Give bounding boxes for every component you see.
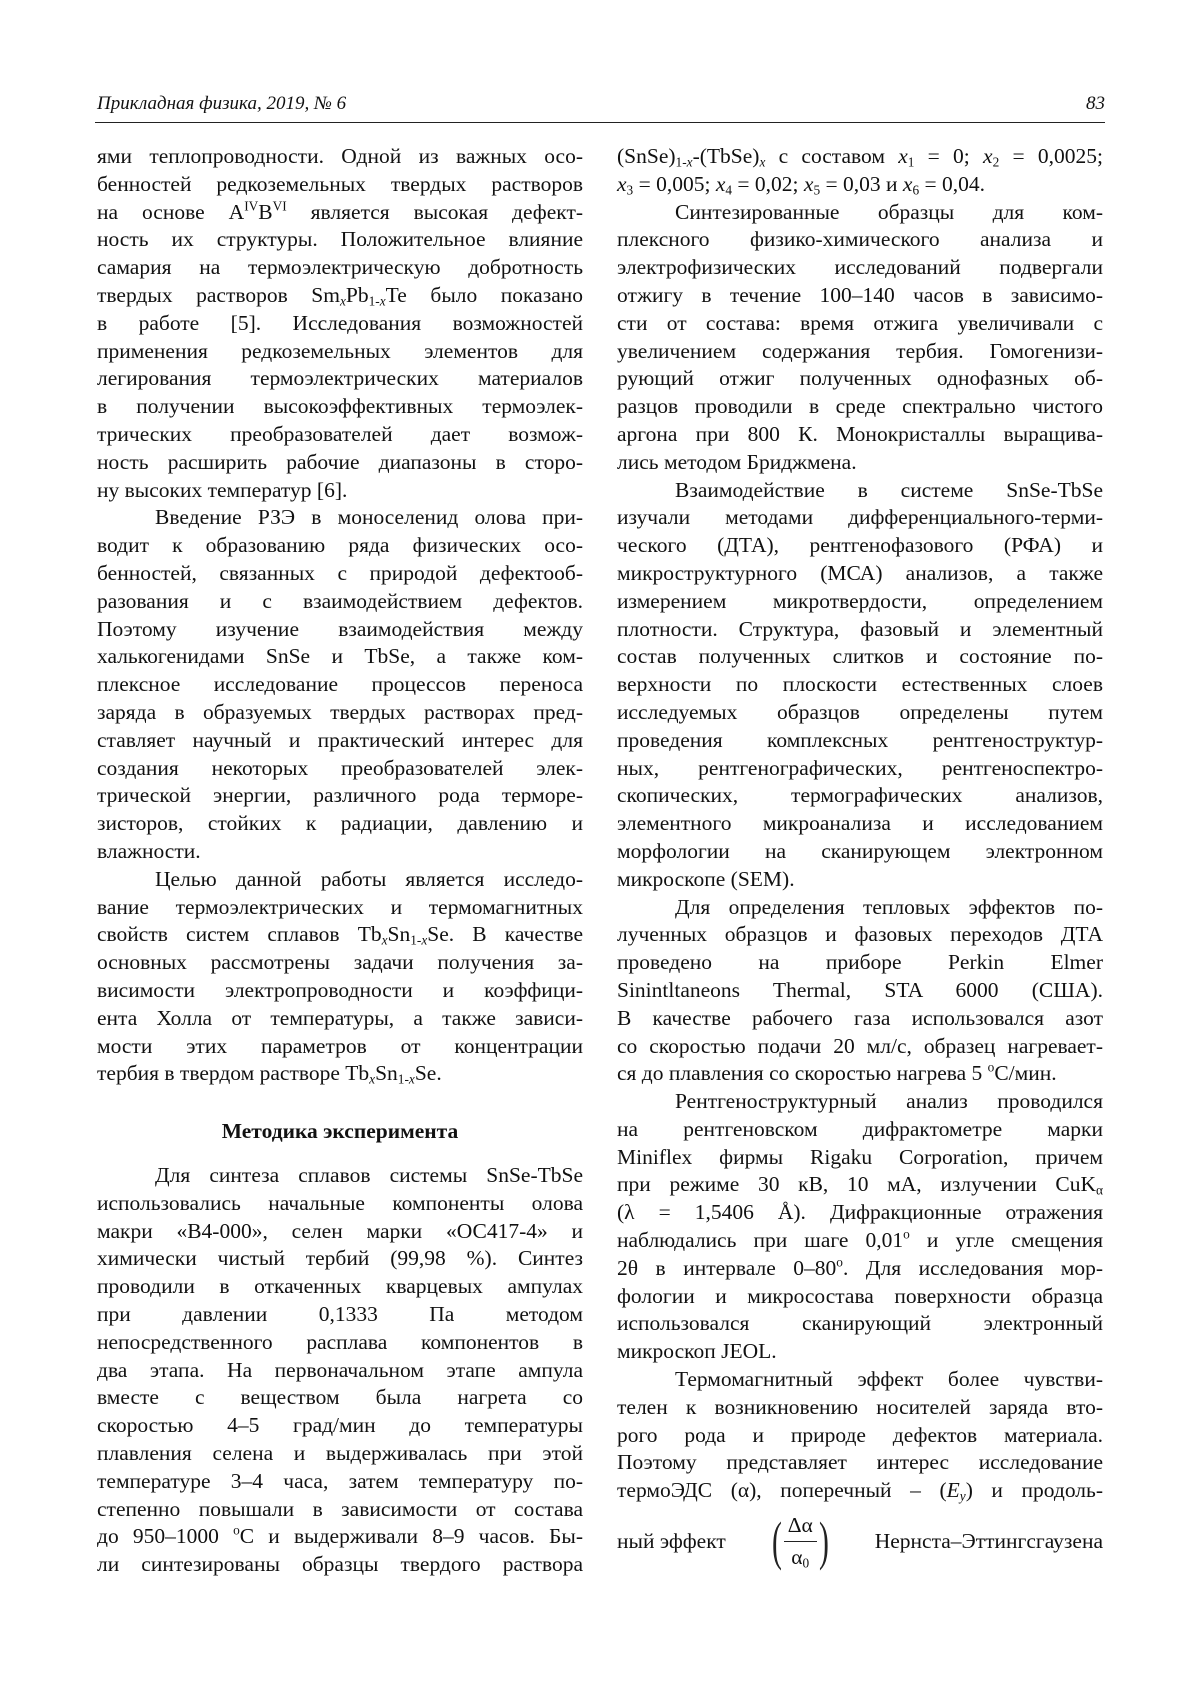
text-line: Поэтому изучение взаимодействия между <box>97 616 583 644</box>
text-run: Te было показано <box>386 283 583 307</box>
text-line: на рентгеновском дифрактометре марки <box>617 1116 1103 1144</box>
text-line: (λ = 1,5406 Å). Дифракционные отражения <box>617 1199 1103 1227</box>
text-line: электрофизических исследований подвергали <box>617 254 1103 282</box>
text-line: Термомагнитный эффект более чувстви- <box>617 1366 1103 1394</box>
text-line: ли синтезированы образцы твердого раствора <box>97 1551 583 1579</box>
text-line: Взаимодействие в системе SnSe-TbSe <box>617 477 1103 505</box>
text-run: С и выдерживали 8–9 часов. Бы- <box>240 1524 583 1548</box>
text-run: тербия в твердом растворе Tb <box>97 1061 369 1085</box>
text-line: основных рассмотрены задачи получения за- <box>97 949 583 977</box>
text-line: Целью данной работы является исследо- <box>97 866 583 894</box>
subscript: 1- <box>410 933 421 948</box>
text-run: ся до плавления со скоростью нагрева 5 <box>617 1061 988 1085</box>
text-line: степенно повышали в зависимости от состава <box>97 1496 583 1524</box>
subscript: 2 <box>993 154 1000 169</box>
text-line <box>97 1523 583 1551</box>
text-line: Miniflex фирмы Rigaku Corporation, причем <box>617 1144 1103 1172</box>
subscript: 1- <box>676 154 687 169</box>
text-line: Синтезированные образцы для ком- <box>617 199 1103 227</box>
text-line: в получении высокоэффективных термоэлек- <box>97 393 583 421</box>
text-line: скопических, термографических анализов, <box>617 782 1103 810</box>
text-line: использовался сканирующий электронный <box>617 1310 1103 1338</box>
line-text: ный эффект <box>617 1529 726 1554</box>
page-number: 83 <box>1086 92 1105 116</box>
subscript: 1- <box>369 293 380 308</box>
text-line: заряда в образуемых твердых растворах пред- <box>97 699 583 727</box>
text-line: микроструктурного (МСА) анализов, а также <box>617 560 1103 588</box>
text-line: вместе с веществом была нагрета со <box>97 1384 583 1412</box>
text-run: = 0,005; <box>633 172 716 196</box>
text-line <box>617 1171 1103 1199</box>
text-run: = 0,03 и <box>820 172 903 196</box>
text-line: плексное исследование процессов переноса <box>97 671 583 699</box>
text-line: водит к образованию ряда физических осо- <box>97 532 583 560</box>
text-line: ность расширить рабочие диапазоны в сторо- <box>97 449 583 477</box>
italic-symbol: x <box>983 144 993 168</box>
denominator-subscript: 0 <box>803 1555 810 1570</box>
text-run: . Для исследования мор- <box>843 1256 1103 1280</box>
italic-symbol: x <box>804 172 814 196</box>
text-run: до 950–1000 <box>97 1524 233 1548</box>
paragraph <box>617 199 1103 477</box>
text-line: в работе [5]. Исследования возможностей <box>97 310 583 338</box>
text-line: изучали методами дифференциального-терми- <box>617 504 1103 532</box>
text-line <box>617 1255 1103 1283</box>
text-line: ность их структуры. Положительное влияние <box>97 226 583 254</box>
text-line: легирования термоэлектрических материалов <box>97 365 583 393</box>
text-line: элементного микроанализа и исследованием <box>617 810 1103 838</box>
text-run: с составом <box>765 144 898 168</box>
text-run: (SnSe) <box>617 144 676 168</box>
italic-subscript: x <box>382 933 388 948</box>
nernst-ratio-formula <box>768 1510 833 1572</box>
text-line: Для определения тепловых эффектов по- <box>617 894 1103 922</box>
text-line: телен к возникновению носителей заряда вто- <box>617 1394 1103 1422</box>
italic-symbol: x <box>898 144 908 168</box>
text-line: самария на термоэлектрическую добротность <box>97 254 583 282</box>
text-line: фологии и микросостава поверхности образца <box>617 1283 1103 1311</box>
text-line: плавления селена и выдерживалась при этой <box>97 1440 583 1468</box>
italic-subscript: x <box>369 1072 375 1087</box>
text-line: мости этих параметров от концентрации <box>97 1033 583 1061</box>
subscript: 5 <box>813 182 820 197</box>
subscript: 3 <box>627 182 634 197</box>
left-column <box>97 143 583 1579</box>
italic-symbol: E <box>947 1478 960 1502</box>
text-line: со скоростью подачи 20 мл/с, образец нагревает- <box>617 1033 1103 1061</box>
paragraph <box>97 1162 583 1579</box>
text-run: С/мин. <box>994 1061 1056 1085</box>
italic-subscript: x <box>687 154 693 169</box>
text-line: сти от состава: время отжига увеличивали с <box>617 310 1103 338</box>
numerator: Δα <box>784 1510 817 1542</box>
text-run: Se. <box>415 1061 442 1085</box>
text-run: на основе A <box>97 200 244 224</box>
text-run: Se. В качестве <box>427 922 583 946</box>
text-line <box>97 199 583 227</box>
text-line: исследуемых образцов определены путем <box>617 699 1103 727</box>
italic-symbol: x <box>903 172 913 196</box>
italic-symbol: x <box>617 172 627 196</box>
subscript: 1- <box>398 1072 409 1087</box>
right-column <box>617 143 1103 1577</box>
text-run: -(TbSe) <box>693 144 760 168</box>
text-line: Введение РЗЭ в моноселенид олова при- <box>97 504 583 532</box>
paragraph <box>617 1366 1103 1505</box>
paragraph <box>97 866 583 1088</box>
text-run: свойств систем сплавов Tb <box>97 922 382 946</box>
text-line: ставляет научный и практический интерес для <box>97 727 583 755</box>
text-line: отжигу в течение 100–140 часов в зависимо- <box>617 282 1103 310</box>
text-line <box>617 171 1103 199</box>
paragraph <box>97 143 583 504</box>
text-line: плексного физико-химического анализа и <box>617 226 1103 254</box>
text-line: состав полученных слитков и состояние по- <box>617 643 1103 671</box>
text-line: рого рода и природе дефектов материала. <box>617 1422 1103 1450</box>
text-line: бенностей, связанных с природой дефектооб- <box>97 560 583 588</box>
text-line: плотности. Структура, фазовый и элементный <box>617 616 1103 644</box>
paragraph <box>617 894 1103 1089</box>
text-line: вание термоэлектрических и термомагнитных <box>97 894 583 922</box>
line-text: Нернста–Эттингсгаузена <box>875 1529 1103 1554</box>
text-run: ) и продоль- <box>966 1478 1103 1502</box>
text-line <box>617 1060 1103 1088</box>
text-line: аргона при 800 К. Монокристаллы выращива- <box>617 421 1103 449</box>
text-run: = 0,04. <box>919 172 985 196</box>
text-line: верхности по плоскости естественных слоев <box>617 671 1103 699</box>
text-line <box>617 143 1103 171</box>
text-line: проведения комплексных рентгеноструктур- <box>617 727 1103 755</box>
subscript: 6 <box>912 182 919 197</box>
superscript: o <box>836 1254 843 1269</box>
italic-subscript: x <box>759 154 765 169</box>
text-line: Поэтому представляет интерес исследование <box>617 1449 1103 1477</box>
text-line: применения редкоземельных элементов для <box>97 338 583 366</box>
text-line: влажности. <box>97 838 583 866</box>
text-line: макри «В4-000», селен марки «ОС417-4» и <box>97 1218 583 1246</box>
text-run: при режиме 30 кВ, 10 мА, излучении CuK <box>617 1172 1096 1196</box>
text-line: зисторов, стойких к радиации, давлению и <box>97 810 583 838</box>
text-run: Pb <box>346 283 369 307</box>
italic-subscript: y <box>960 1489 966 1504</box>
text-line: увеличением содержания тербия. Гомогенизи- <box>617 338 1103 366</box>
text-line: два этапа. На первоначальном этапе ампула <box>97 1357 583 1385</box>
text-line: рующий отжиг полученных однофазных об- <box>617 365 1103 393</box>
denominator-symbol: α <box>791 1545 802 1569</box>
paragraph <box>617 1088 1103 1366</box>
text-line: ческого (ДТА), рентгенофазового (РФА) и <box>617 532 1103 560</box>
text-run: Sn <box>375 1061 398 1085</box>
subscript: 1 <box>908 154 915 169</box>
text-line <box>617 1477 1103 1505</box>
text-line: лись методом Бриджмена. <box>617 449 1103 477</box>
denominator <box>791 1542 809 1572</box>
text-line: при давлении 0,1333 Па методом <box>97 1301 583 1329</box>
text-line: непосредственного расплава компонентов в <box>97 1329 583 1357</box>
formula-line <box>617 1505 1103 1577</box>
text-line: бенностей редкоземельных твердых растворов <box>97 171 583 199</box>
subscript: α <box>1096 1183 1103 1198</box>
text-run: и угле смещения <box>910 1228 1103 1252</box>
superscript: o <box>233 1523 240 1538</box>
fraction <box>784 1510 817 1572</box>
text-line: трических преобразователей дает возмож- <box>97 421 583 449</box>
text-line: разования и с взаимодействием дефектов. <box>97 588 583 616</box>
text-line <box>97 1060 583 1088</box>
text-line: создания некоторых преобразователей элек- <box>97 755 583 783</box>
superscript: o <box>988 1060 995 1075</box>
text-run: 2θ в интервале 0–80 <box>617 1256 836 1280</box>
italic-symbol: x <box>716 172 726 196</box>
section-heading: Методика эксперимента <box>97 1117 583 1145</box>
text-line: скоростью 4–5 град/мин до температуры <box>97 1412 583 1440</box>
header-rule <box>95 122 1105 123</box>
text-line: ента Холла от температуры, а также зависи- <box>97 1005 583 1033</box>
text-line: трической энергии, различного рода терморе- <box>97 782 583 810</box>
text-run: = 0,0025; <box>999 144 1103 168</box>
superscript: IV <box>244 198 258 213</box>
text-run: = 0; <box>914 144 983 168</box>
text-run: = 0,02; <box>732 172 804 196</box>
text-run: B <box>258 200 272 224</box>
text-line <box>97 921 583 949</box>
text-line: ну высоких температур [6]. <box>97 477 583 505</box>
paragraph <box>97 504 583 865</box>
text-line: Рентгеноструктурный анализ проводился <box>617 1088 1103 1116</box>
text-run: термоЭДС (α), поперечный – ( <box>617 1478 947 1502</box>
text-line <box>97 282 583 310</box>
text-run: является высокая дефект- <box>287 200 583 224</box>
text-line: лученных образцов и фазовых переходов ДТА <box>617 921 1103 949</box>
journal-title: Прикладная физика, 2019, № 6 <box>97 92 346 116</box>
text-line: использовались начальные компоненты олова <box>97 1190 583 1218</box>
text-line: температуре 3–4 часа, затем температуру по- <box>97 1468 583 1496</box>
text-line: В качестве рабочего газа использовался азот <box>617 1005 1103 1033</box>
text-line: проведено на приборе Perkin Elmer <box>617 949 1103 977</box>
text-line: Sinintltaneons Thermal, STA 6000 (США). <box>617 977 1103 1005</box>
paragraph <box>617 143 1103 199</box>
italic-subscript: x <box>340 293 346 308</box>
superscript: VI <box>273 198 287 213</box>
text-line: Для синтеза сплавов системы SnSe-TbSe <box>97 1162 583 1190</box>
italic-subscript: x <box>409 1072 415 1087</box>
superscript: o <box>903 1226 910 1241</box>
right-paren: ) <box>819 1514 829 1568</box>
left-paren: ( <box>772 1514 782 1568</box>
text-line: разцов проводили в среде спектрально чистого <box>617 393 1103 421</box>
text-line: ных, рентгенографических, рентгеноспектро- <box>617 755 1103 783</box>
italic-subscript: x <box>380 293 386 308</box>
text-run: Sn <box>388 922 411 946</box>
text-line: висимости электропроводности и коэффици- <box>97 977 583 1005</box>
text-line: ями теплопроводности. Одной из важных осо- <box>97 143 583 171</box>
text-line: морфологии на сканирующем электронном <box>617 838 1103 866</box>
text-run: твердых растворов Sm <box>97 283 340 307</box>
paragraph <box>617 477 1103 894</box>
text-run: наблюдались при шаге 0,01 <box>617 1228 903 1252</box>
text-line: халькогенидами SnSe и TbSe, а также ком- <box>97 643 583 671</box>
subscript: 4 <box>725 182 732 197</box>
text-line: проводили в откаченных кварцевых ампулах <box>97 1273 583 1301</box>
text-line: микроскопе (SEM). <box>617 866 1103 894</box>
text-line: измерением микротвердости, определением <box>617 588 1103 616</box>
text-line: микроскоп JEOL. <box>617 1338 1103 1366</box>
text-line <box>617 1227 1103 1255</box>
text-line: химически чистый тербий (99,98 %). Синтез <box>97 1245 583 1273</box>
italic-subscript: x <box>421 933 427 948</box>
